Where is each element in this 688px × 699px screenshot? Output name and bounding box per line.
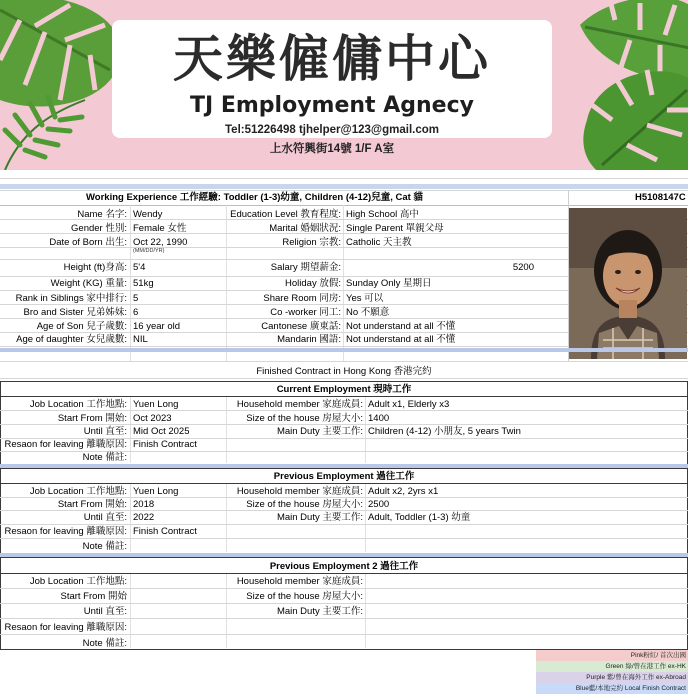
siblings-label: Bro and Sister 兄弟姊妹: <box>23 307 127 318</box>
dob-value: Oct 22, 1990 <box>133 237 188 248</box>
holiday-value: Sunday Only 星期日 <box>346 278 432 289</box>
previous-employment-title: Previous Employment 過往工作 <box>273 471 415 482</box>
religion-label: Religion 宗教: <box>282 237 341 248</box>
marital-label: Marital 婚姻狀況: <box>269 223 341 234</box>
agency-name-english: TJ Employment Agnecy <box>190 93 474 118</box>
education-label: Education Level 教育程度: <box>230 209 341 220</box>
current-reason-label: Resaon for leaving 離職原因: <box>4 439 127 450</box>
share-room-value: Yes 可以 <box>346 293 384 304</box>
current-house-size-value: 1400 <box>368 413 390 424</box>
current-household-label: Household member 家庭成員: <box>236 399 363 410</box>
previous-job-location-label: Job Location 工作地點: <box>29 486 127 497</box>
previous2-reason-label: Resaon for leaving 離職原因: <box>4 622 127 633</box>
previous-start-value: 2018 <box>133 499 155 510</box>
daughter-age-value: NIL <box>133 334 148 345</box>
agency-banner <box>0 0 688 170</box>
current-until-label: Until 直至: <box>83 426 127 437</box>
name-value: Wendy <box>133 209 163 220</box>
salary-value: 5200 <box>512 262 534 273</box>
previous-main-duty-value: Adult, Toddler (1-3) 幼童 <box>368 512 471 523</box>
current-start-value: Oct 2023 <box>133 413 172 424</box>
previous2-house-size-label: Size of the house 房屋大小: <box>246 591 363 602</box>
legend-pink: Pink粉紅/ 首次出國 <box>536 650 688 661</box>
previous-job-location-value: Yuen Long <box>133 486 179 497</box>
previous2-note-label: Note 備註: <box>82 638 127 649</box>
height-value: 5'4 <box>133 262 146 273</box>
previous-reason-label: Resaon for leaving 離職原因: <box>4 526 127 537</box>
agency-logo-card <box>112 20 552 138</box>
previous-main-duty-label: Main Duty 主要工作: <box>276 512 363 523</box>
weight-value: 51kg <box>133 278 154 289</box>
mandarin-label: Mandarin 國語: <box>277 334 341 345</box>
previous-household-label: Household member 家庭成員: <box>236 486 363 497</box>
previous-employment-2-title: Previous Employment 2 過往工作 <box>269 561 419 572</box>
rank-value: 5 <box>133 293 139 304</box>
agency-contact: Tel:51226498 tjhelper@123@gmail.com <box>225 124 439 136</box>
previous2-household-label: Household member 家庭成員: <box>236 576 363 587</box>
legend-purple: Purple 紫/曾在海外工作 ex-Abroad <box>536 672 688 683</box>
current-job-location-label: Job Location 工作地點: <box>29 399 127 410</box>
current-job-location-value: Yuen Long <box>133 399 179 410</box>
current-main-duty-value: Children (4-12) 小朋友, 5 years Twin <box>368 426 521 437</box>
current-employment-title: Current Employment 現時工作 <box>276 384 412 395</box>
previous2-until-label: Until 直至: <box>83 606 127 617</box>
helper-code: H5108147C <box>635 192 686 203</box>
legend-green: Green 綠/曾在港工作 ex-HK <box>536 661 688 672</box>
previous2-job-location-label: Job Location 工作地點: <box>29 576 127 587</box>
palm-leaf-left-decoration <box>0 95 90 170</box>
son-age-label: Age of Son 兒子歲數: <box>36 321 127 332</box>
previous-note-label: Note 備註: <box>82 541 127 552</box>
dob-format-hint: (MM/DD/YR) <box>133 248 165 254</box>
coworker-label: Co -worker 同工: <box>270 307 341 318</box>
religion-value: Catholic 天主教 <box>346 237 412 248</box>
monstera-leaf-bottom-right-decoration <box>572 60 688 170</box>
previous-start-label: Start From 開始: <box>57 499 127 510</box>
education-value: High School 高中 <box>346 209 419 220</box>
previous-house-size-value: 2500 <box>368 499 390 510</box>
header-band <box>0 184 688 189</box>
cantonese-label: Cantonese 廣東話: <box>261 321 341 332</box>
weight-label: Weight (KG) 重量: <box>50 278 127 289</box>
previous2-main-duty-label: Main Duty 主要工作: <box>276 606 363 617</box>
siblings-value: 6 <box>133 307 139 318</box>
current-household-value: Adult x1, Elderly x3 <box>368 399 450 410</box>
mandarin-value: Not understand at all 不懂 <box>346 334 456 345</box>
current-start-label: Start From 開始: <box>57 413 127 424</box>
legend-blue: Blue藍/本地完約 Local Finish Contract <box>536 683 688 694</box>
current-main-duty-label: Main Duty 主要工作: <box>276 426 363 437</box>
helper-profile-sheet <box>0 172 688 699</box>
previous-reason-value: Finish Contract <box>133 526 197 537</box>
previous-until-value: 2022 <box>133 512 155 523</box>
previous-until-label: Until 直至: <box>83 512 127 523</box>
current-house-size-label: Size of the house 房屋大小: <box>246 413 363 424</box>
gender-label: Gender 性別: <box>71 223 127 234</box>
working-experience-header: Working Experience 工作經驗: Toddler (1-3)幼童, Children (4-12)兒童, Cat 貓 <box>86 192 423 203</box>
dob-label: Date of Born 出生: <box>49 237 127 248</box>
salary-label: Salary 期望薪金: <box>270 262 341 273</box>
previous-house-size-label: Size of the house 房屋大小: <box>246 499 363 510</box>
previous-household-value: Adult x2, 2yrs x1 <box>368 486 439 497</box>
height-label: Height (ft)身高: <box>63 262 127 273</box>
marital-value: Single Parent 單親父母 <box>346 223 444 234</box>
gender-value: Female 女性 <box>133 223 187 234</box>
helper-photo <box>569 208 687 359</box>
agency-name-chinese: 天樂僱傭中心 <box>173 30 491 88</box>
name-label: Name 名字: <box>77 209 127 220</box>
finished-contract-note: Finished Contract in Hong Kong 香港完約 <box>256 366 432 377</box>
rank-label: Rank in Siblings 家中排行: <box>15 293 127 304</box>
share-room-label: Share Room 同房: <box>263 293 341 304</box>
coworker-value: No 不願意 <box>346 307 390 318</box>
daughter-age-label: Age of daughter 女兒歲數: <box>16 334 127 345</box>
current-note-label: Note 備註: <box>82 452 127 463</box>
cantonese-value: Not understand at all 不懂 <box>346 321 456 332</box>
holiday-label: Holiday 放假: <box>285 278 341 289</box>
son-age-value: 16 year old <box>133 321 181 332</box>
previous2-start-label: Start From 開始 <box>60 591 127 602</box>
current-reason-value: Finish Contract <box>133 439 197 450</box>
portrait-image <box>569 208 687 359</box>
current-until-value: Mid Oct 2025 <box>133 426 190 437</box>
agency-address: 上水符興街14號 1/F A室 <box>269 143 395 155</box>
